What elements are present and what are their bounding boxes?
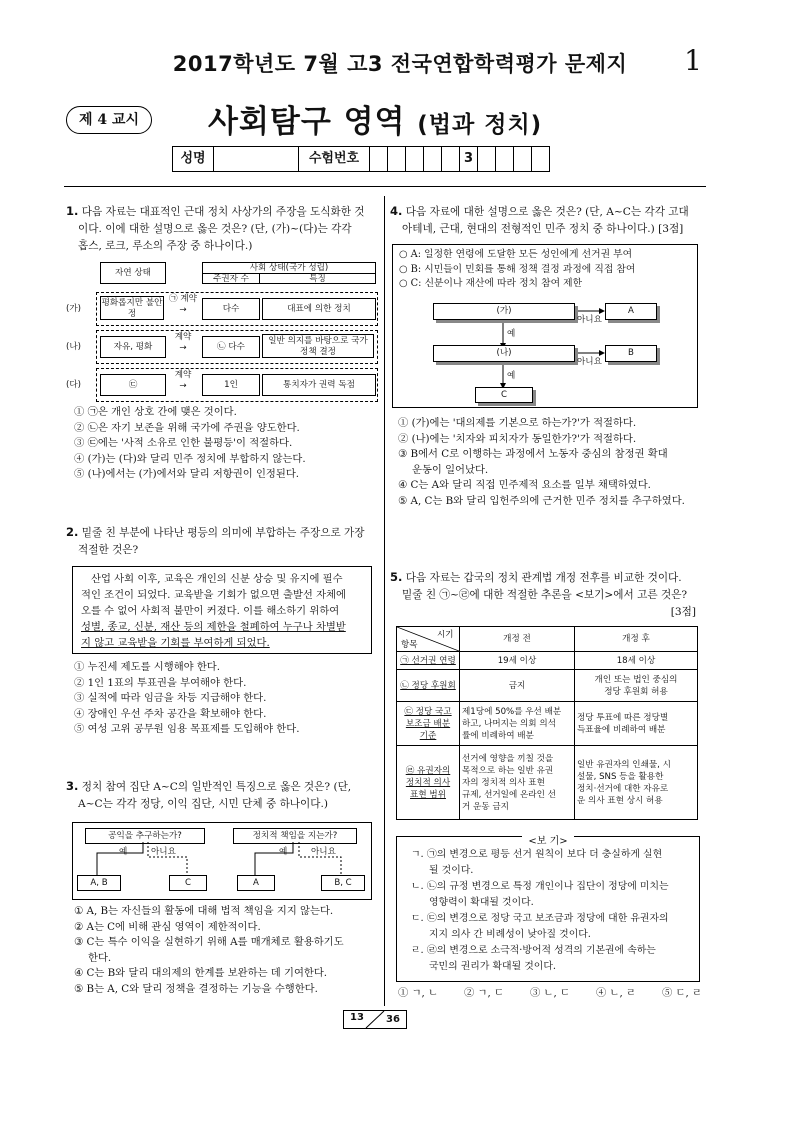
question-3-options: ① A, B는 자신들의 활동에 대해 법적 책임을 지지 않는다. ② A는 C에 비해 관심 영역이 제한적이다. ③ C는 특수 이익을 실현하기 위해 A를 매개체로 활용하기도 한다. ④ C는 B와 달리 대의제의 한계를 보완하는 데 기여한다. ⑤ B는 A, C와 달리 정책을 결정하는 기능을 수행한다.	[74, 904, 380, 998]
session-badge: 제 4 교시	[66, 106, 152, 134]
subject-main: 사회탐구 영역	[208, 104, 406, 140]
option[interactable]: ③ ㄴ, ㄷ	[529, 987, 570, 999]
table-corner	[397, 627, 460, 652]
state-of-nature-header: 자연 상태	[100, 262, 166, 284]
q4-flow-lines	[393, 245, 697, 407]
flow-node-B: B	[605, 345, 657, 362]
table-row: ㉢ 정당 국고 보조금 배분 기준 제1당에 50%를 우선 배분 하고, 나머지는 의회 의석 률에 비례하여 배분 정당 투표에 따른 정당별 득표율에 비례하여 배분	[397, 702, 698, 746]
option[interactable]: ③ C는 특수 이익을 실현하기 위해 A를 매개체로 활용하기도	[74, 936, 344, 949]
header-divider	[64, 186, 706, 187]
name-field[interactable]	[214, 147, 299, 171]
question-number: 2.	[66, 525, 79, 539]
option[interactable]: ① ㉠은 개인 상호 간에 맺은 것이다.	[74, 406, 237, 418]
exam-no-digit[interactable]	[370, 147, 388, 171]
exam-no-digit: 3	[460, 147, 478, 171]
option[interactable]: ③ B에서 C로 이행하는 과정에서 노동자 중심의 참정권 확대	[398, 448, 668, 461]
question-2-stem: 2. 밑줄 친 부분에 나타난 평등의 의미에 부합하는 주장으로 가장 적절한 것은?	[66, 525, 365, 556]
q5-bogi-box: <보 기> ㄱ. ㉠의 변경으로 평등 선거 원칙이 보다 더 충실하게 실현 될 것이다. ㄴ. ㉡의 규정 변경으로 특정 개인이나 집단이 정당에 미치는 영향력이 확대될 것이다. ㄷ. ㉢의 변경으로 정당 국고 보조금과 정당에 대한 유권자의 지지 의사 간 비례성이 낮아질 것이다. ㄹ. ㉣의 변경으로 소극적·방어적 성격의 기본권에 속하는 국민의 권리가 확대될 것이다.	[396, 836, 700, 982]
question-1-stem: 1. 다음 자료는 대표적인 근대 정치 사상가의 주장을 도식화한 것 이다. 이에 대한 설명으로 옳은 것은? (단, (가)~(다)는 각각 홉스, 로크, 루소의 주장 중 하나이다.)	[66, 204, 365, 252]
q1-row-na: (나) 자유, 평화 계약 → ㉡ 다수 일반 의지를 바탕으로 국가 정책 결정	[66, 330, 378, 364]
option[interactable]: ② ㄱ, ㄷ	[463, 987, 504, 999]
question-5-stem: 5. 다음 자료는 갑국의 정치 관계법 개정 전후를 비교한 것이다. 밑줄 친 ㉠~㉣에 대한 적절한 추론을 <보기>에서 고른 것은? [3점]	[390, 570, 696, 618]
question-number: 4.	[390, 204, 403, 218]
table-row: ㉡ 정당 후원회 금지 개인 또는 법인 중심의 정당 후원회 허용	[397, 670, 698, 702]
option[interactable]: ③ ㉢에는 '사적 소유로 인한 불평등'이 적절하다.	[74, 437, 293, 450]
subject-sub: (법과 정치)	[417, 112, 543, 138]
exam-no-digit[interactable]	[424, 147, 442, 171]
option[interactable]: ② ㉡은 자기 보존을 위해 국가에 주권을 양도한다.	[74, 421, 300, 434]
option[interactable]: ① ㄱ, ㄴ	[398, 987, 439, 999]
exam-no-digit[interactable]	[514, 147, 532, 171]
exam-no-digit[interactable]	[532, 147, 549, 171]
exam-no-digit[interactable]	[478, 147, 496, 171]
q4-data-box: ○ A: 일정한 연령에 도달한 모든 성인에게 선거권 부여 ○ B: 시민들이 민회를 통해 정책 결정 과정에 직접 참여 ○ C: 신분이나 재산에 따라 정치 참여 제한 (가) A 아니요 예 (나) B 아니요 예 C	[392, 244, 698, 408]
question-4-options: ① (가)에는 '대의제를 기본으로 하는가?'가 적절하다. ② (나)에는 '치자와 피치자가 동일한가?'가 적절하다. ③ B에서 C로 이행하는 과정에서 노동자 중심의 참정권 확대 운동이 일어났다. ④ C는 A와 달리 직접 민주제적 요소를 일부 채택하였다. ⑤ A, C는 B와 달리 입헌주의에 근거한 민주 정치를 추구하였다.	[398, 416, 704, 510]
flow-node-A: A	[605, 303, 657, 320]
option[interactable]: ④ 장애인 우선 주차 공간을 확보해야 한다.	[74, 707, 267, 720]
question-number: 1.	[66, 204, 79, 218]
exam-no-label: 수험번호	[299, 147, 370, 171]
table-row: ㉠ 선거권 연령 19세 이상 18세 이상	[397, 652, 698, 670]
question-4-stem: 4. 다음 자료에 대한 설명으로 옳은 것은? (단, A~C는 각각 고대 아테네, 근대, 현대의 전형적인 민주 정치 중 하나이다.) [3점]	[390, 204, 689, 235]
subject-title	[208, 96, 542, 141]
q1-thinker-diagram	[66, 258, 378, 408]
option[interactable]: ⑤ A, C는 B와 달리 입헌주의에 근거한 민주 정치를 추구하였다.	[398, 494, 685, 507]
question-2-options	[74, 660, 380, 738]
question-number: 5.	[390, 570, 403, 584]
option[interactable]: ④ C는 B와 달리 대의제의 한계를 보완하는 데 기여한다.	[74, 967, 328, 980]
name-label: 성명	[173, 147, 214, 171]
option[interactable]: ① A, B는 자신들의 활동에 대해 법적 책임을 지지 않는다.	[74, 905, 334, 917]
exam-no-digit[interactable]	[442, 147, 460, 171]
option[interactable]: ② 1인 1표의 투표권을 부여해야 한다.	[74, 676, 247, 689]
option[interactable]: ② A는 C에 비해 관심 영역이 제한적이다.	[74, 920, 261, 933]
option[interactable]: ⑤ 여성 고위 공무원 임용 목표제를 도입해야 한다.	[74, 723, 300, 736]
q1-row-da: (다) ㉢ 계약 → 1인 통치자가 권력 독점	[66, 368, 378, 402]
exam-no-digit[interactable]	[406, 147, 424, 171]
option[interactable]: ② (나)에는 '치자와 피치자가 동일한가?'가 적절하다.	[398, 432, 637, 445]
option[interactable]: ④ (가)는 (다)와 달리 민주 정치에 부합하지 않는다.	[74, 452, 306, 465]
option[interactable]: ⑤ (나)에서는 (가)에서와 달리 저항권이 인정된다.	[74, 468, 300, 481]
exam-title: 2017학년도 7월 고3 전국연합학력평가 문제지	[172, 52, 628, 76]
total-pages: 36	[386, 1014, 400, 1025]
flow-node-C: C	[475, 387, 533, 403]
col-header-before: 개정 전	[460, 627, 575, 652]
question-3-stem: 3. 정치 참여 집단 A~C의 일반적인 특징으로 옳은 것은? (단, A~C는 각각 정당, 이익 집단, 시민 단체 중 하나이다.)	[66, 779, 352, 810]
q3-classification-diagram: 공익을 추구하는가? 정치적 책임을 지는가? 예 아니요 예 아니요 A, B C A B, C	[72, 822, 372, 900]
col-header-after: 개정 후	[575, 627, 698, 652]
student-id-row	[172, 146, 550, 172]
flow-node-ga: (가)	[433, 303, 575, 320]
q1-row-ga: (가) 평화롭지만 불안정 ㉠ 계약 → 다수 대표에 의한 정치	[66, 292, 378, 326]
social-state-header: 사회 상태(국가 성립) 주권자 수 특징	[202, 262, 376, 284]
question-number: 3.	[66, 779, 79, 793]
exam-no-digit[interactable]	[388, 147, 406, 171]
page-number: 1	[684, 44, 702, 77]
bogi-title: <보 기>	[522, 836, 573, 847]
option[interactable]: ① 누진세 제도를 시행해야 한다.	[74, 661, 221, 673]
svg-text:항목: 항목	[401, 640, 418, 650]
option[interactable]: ④ ㄴ, ㄹ	[595, 987, 636, 999]
question-5-options	[398, 986, 702, 1002]
exam-no-digit[interactable]	[496, 147, 514, 171]
underlined-text: 성별, 종교, 신분, 재산 등의 제한을 철폐하여 누구나 차별받	[81, 621, 346, 633]
flow-node-na: (나)	[433, 345, 575, 362]
table-row: ㉣ 유권자의 정치적 의사 표현 범위 선거에 영향을 끼칠 것을 목적으로 하는 일반 유권 자의 정치적 의사 표현 규제, 선거일에 온라인 선 거 운동 금지 일반 유권자의 인쇄물, 시 설물, SNS 등을 활용한 정치·선거에 대한 자유로 운 의사 표현 상시 허용	[397, 746, 698, 820]
q5-comparison-table	[396, 626, 698, 820]
current-page: 13	[350, 1012, 364, 1023]
column-divider	[384, 196, 385, 1006]
svg-text:시기: 시기	[437, 630, 454, 640]
option[interactable]: ① (가)에는 '대의제를 기본으로 하는가?'가 적절하다.	[398, 417, 637, 429]
page-counter	[343, 1010, 407, 1029]
option[interactable]: ③ 실적에 따라 임금을 차등 지급해야 한다.	[74, 692, 267, 705]
question-1-options	[74, 405, 380, 483]
underlined-text: 지 않고 교육받을 기회를 부여하게 되었다.	[81, 637, 270, 649]
option[interactable]: ⑤ ㄷ, ㄹ	[661, 987, 702, 999]
q2-passage-box: 산업 사회 이후, 교육은 개인의 신분 상승 및 유지에 필수 적인 조건이 되었다. 교육받을 기회가 없으면 출발선 자체에 오를 수 없어 사회적 불만이 커졌다. 이를 해소하기 위하여 성별, 종교, 신분, 재산 등의 제한을 철폐하여 누구나 차별받 지 않고 교육받을 기회를 부여하게 되었다.	[72, 566, 372, 654]
option[interactable]: ④ C는 A와 달리 직접 민주제적 요소를 일부 채택하였다.	[398, 479, 651, 492]
option[interactable]: ⑤ B는 A, C와 달리 정책을 결정하는 기능을 수행한다.	[74, 982, 318, 995]
